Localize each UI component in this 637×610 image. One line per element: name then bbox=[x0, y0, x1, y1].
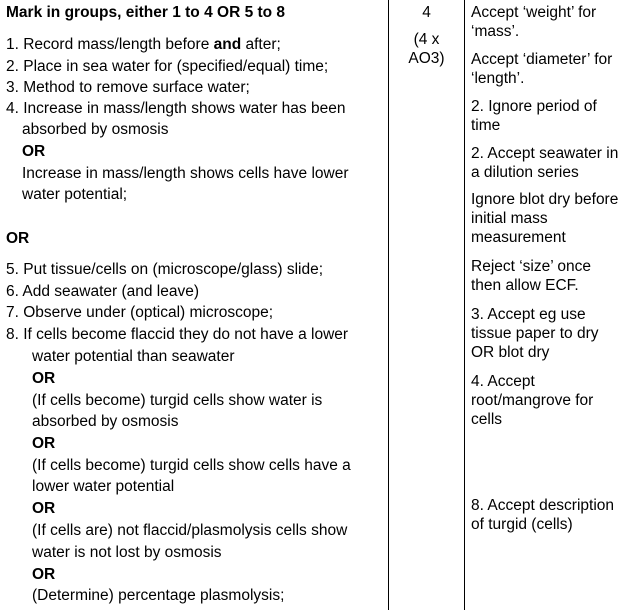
marking-instruction: Mark in groups, either 1 to 4 OR 5 to 8 bbox=[6, 4, 286, 21]
answer-point-4-alt-cont: water potential; bbox=[22, 186, 128, 203]
guidance-note-5: Ignore blot dry before bbox=[471, 191, 619, 208]
point-1-text-b: after; bbox=[241, 36, 281, 53]
answer-point-8: 8. If cells become flaccid they do not have a lower bbox=[6, 326, 349, 343]
answer-point-4: 4. Increase in mass/length shows water has been bbox=[6, 100, 346, 117]
answer-point-1 bbox=[6, 35, 281, 55]
guidance-note-6: Reject ‘size’ once bbox=[471, 258, 592, 275]
guidance-note-9: 8. Accept description bbox=[471, 497, 615, 514]
marks-breakdown: (4 x bbox=[413, 31, 440, 48]
guidance-note-8-cont: root/mangrove for bbox=[471, 392, 594, 409]
or-main-separator: OR bbox=[6, 230, 30, 247]
answer-point-3: 3. Method to remove surface water; bbox=[6, 79, 250, 96]
answer-point-8-alt-3-cont: water is not lost by osmosis bbox=[32, 544, 222, 561]
or-separator: OR bbox=[32, 435, 56, 452]
answer-point-4-alt: Increase in mass/length shows cells have lower bbox=[22, 165, 349, 182]
guidance-note-2-cont: ‘length’. bbox=[471, 70, 525, 87]
guidance-note-3: 2. Ignore period of bbox=[471, 98, 597, 115]
guidance-note-3-cont: time bbox=[471, 117, 501, 134]
or-separator: OR bbox=[22, 143, 46, 160]
answer-point-8-alt-2-cont: lower water potential bbox=[32, 478, 175, 495]
or-separator: OR bbox=[32, 566, 56, 583]
answer-point-2: 2. Place in sea water for (specified/equal) time; bbox=[6, 58, 329, 75]
guidance-note-8-cont: cells bbox=[471, 411, 503, 428]
guidance-note-7-cont: OR blot dry bbox=[471, 344, 550, 361]
answer-point-5: 5. Put tissue/cells on (microscope/glass) slide; bbox=[6, 261, 324, 278]
guidance-note-4: 2. Accept seawater in bbox=[471, 145, 619, 162]
marks-column bbox=[389, 0, 464, 610]
guidance-note-4-cont: a dilution series bbox=[471, 164, 579, 181]
answer-point-6: 6. Add seawater (and leave) bbox=[6, 283, 200, 300]
guidance-note-2: Accept ‘diameter’ for bbox=[471, 51, 613, 68]
guidance-note-7-cont: tissue paper to dry bbox=[471, 325, 599, 342]
answer-point-8-alt-1-cont: absorbed by osmosis bbox=[32, 413, 179, 430]
or-separator: OR bbox=[32, 500, 56, 517]
answer-point-8-alt-1: (If cells become) turgid cells show water is bbox=[32, 392, 323, 409]
answer-point-8-cont: water potential than seawater bbox=[32, 348, 235, 365]
answer-point-4-cont: absorbed by osmosis bbox=[22, 121, 169, 138]
guidance-note-9-cont: of turgid (cells) bbox=[471, 516, 573, 533]
answer-point-8-alt-3: (If cells are) not flaccid/plasmolysis cells show bbox=[32, 522, 348, 539]
guidance-column bbox=[465, 0, 637, 610]
total-marks: 4 bbox=[422, 4, 431, 21]
guidance-note-5-cont: measurement bbox=[471, 229, 566, 246]
point-1-text-a: 1. Record mass/length before bbox=[6, 36, 214, 53]
guidance-note-7: 3. Accept eg use bbox=[471, 306, 586, 323]
answer-point-8-alt-2: (If cells become) turgid cells show cells have a bbox=[32, 457, 351, 474]
guidance-note-6-cont: then allow ECF. bbox=[471, 277, 579, 294]
or-separator: OR bbox=[32, 370, 56, 387]
guidance-note-1: Accept ‘weight’ for bbox=[471, 4, 597, 21]
guidance-note-5-cont: initial mass bbox=[471, 210, 548, 227]
answer-point-8-alt-4: (Determine) percentage plasmolysis; bbox=[32, 587, 285, 604]
answer-point-7: 7. Observe under (optical) microscope; bbox=[6, 304, 274, 321]
guidance-note-1-cont: ‘mass’. bbox=[471, 23, 520, 40]
point-1-bold: and bbox=[213, 36, 242, 53]
marks-assessment-objective: AO3) bbox=[408, 50, 445, 67]
guidance-note-8: 4. Accept bbox=[471, 373, 535, 390]
